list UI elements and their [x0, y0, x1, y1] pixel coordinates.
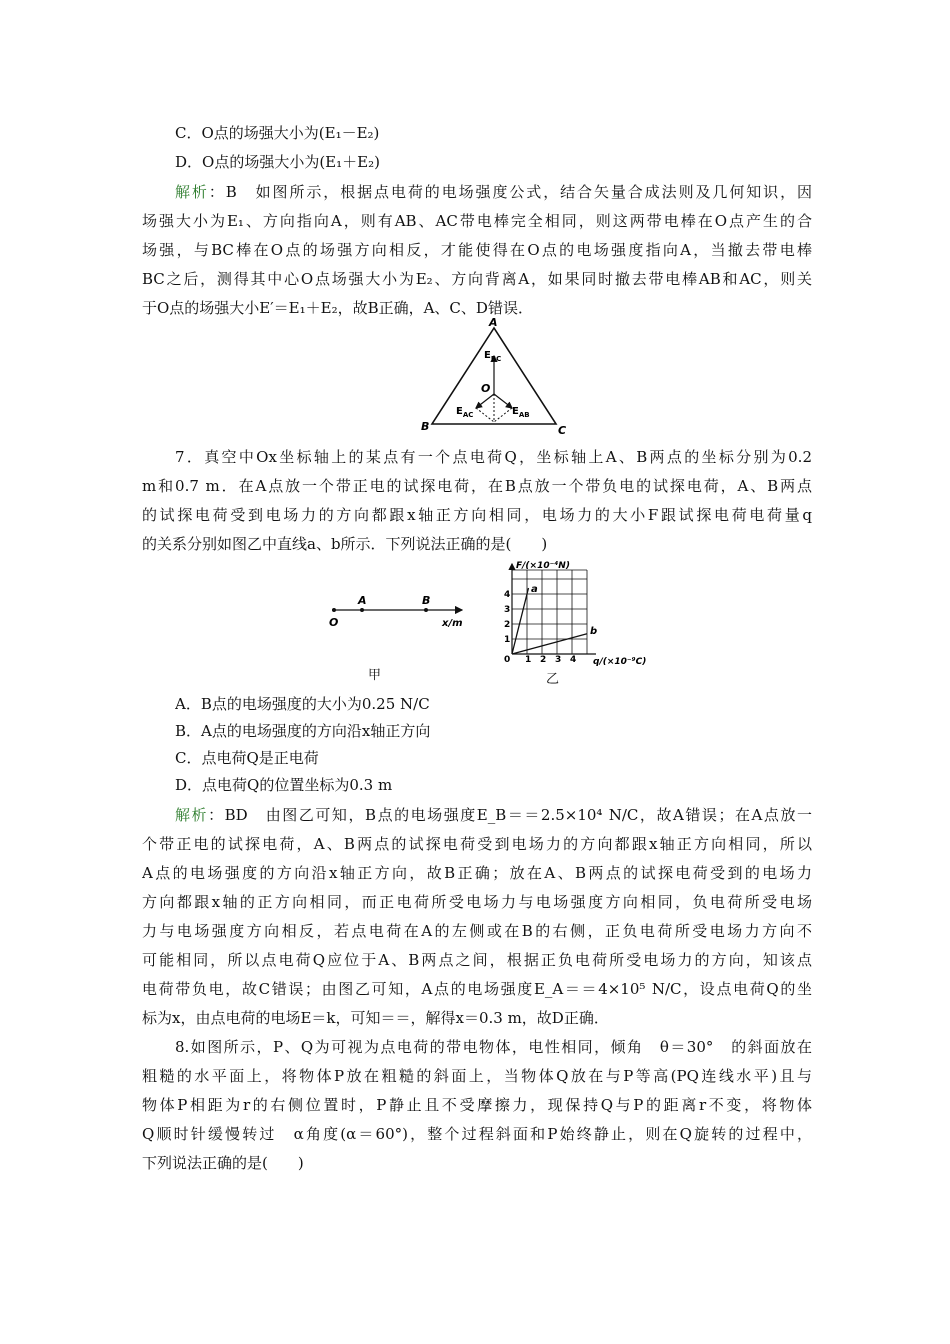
- q6-analysis-line-2: 场强大小为E₁、方向指向A，则有AB、AC带电棒完全相同，则这两带电棒在O点产生的合: [142, 212, 812, 230]
- y-tick-4: 4: [504, 590, 511, 600]
- q7-stem-line-4: 的关系分别如图乙中直线a、b所示．下列说法正确的是( ): [142, 535, 548, 553]
- line-b-label: b: [590, 626, 598, 637]
- q7-option-a: A．B点的电场强度的大小为0.25 N/C: [175, 695, 430, 713]
- line-a: [512, 588, 529, 654]
- q7-analysis-line-7: 电荷带负电，故C错误；由图乙可知，A点的电场强度E_A＝＝4×10⁵ N/C，设点电荷Q的坐: [142, 980, 812, 998]
- label-o: O: [329, 616, 339, 629]
- q7-stem-line-3: 的试探电荷受到电场力的方向都跟x轴正方向相同，电场力的大小F跟试探电荷电荷量q: [142, 506, 812, 524]
- figure-jia-caption: 甲: [368, 668, 382, 683]
- y-tick-3: 3: [504, 605, 511, 615]
- q6-analysis-line-5: 于O点的场强大小E′＝E₁＋E₂，故B正确，A、C、D错误．: [142, 299, 533, 317]
- figure-yi-caption: 乙: [546, 672, 560, 687]
- q7-analysis-label: 解析: [175, 806, 209, 824]
- point-a: [360, 608, 364, 612]
- q6-option-c: C．O点的场强大小为(E₁－E₂): [175, 124, 380, 142]
- x-tick-2: 2: [540, 655, 547, 665]
- q6-analysis-line-3: 场强，与BC棒在O点的场强方向相反，才能使得在O点的电场强度指向A，当撤去带电棒: [142, 241, 812, 259]
- origin-label: 0: [504, 655, 511, 665]
- x-tick-1: 1: [525, 655, 532, 665]
- line-b: [512, 634, 587, 654]
- q8-stem-line-2: 粗糙的水平面上，将物体P放在粗糙的斜面上，当物体Q放在与P等高(PQ连线水平)且与: [142, 1067, 812, 1085]
- label-a: A: [358, 594, 367, 607]
- q6-analysis-label: 解析: [175, 183, 209, 201]
- q7-analysis-line-8: 标为x，由点电荷的电场E＝k，可知＝＝，解得x＝0.3 m，故D正确．: [142, 1009, 609, 1027]
- e-ac-arrow: [476, 394, 494, 408]
- vertex-c-label: C: [558, 424, 567, 436]
- x-axis-label: q/(×10⁻⁹C): [593, 657, 647, 667]
- point-o: [332, 608, 336, 612]
- q8-stem-line-3: 物体P相距为r的右侧位置时，P静止且不受摩擦力，现保持Q与P的距离r不变，将物体: [142, 1096, 812, 1114]
- q7-option-c: C．点电荷Q是正电荷: [175, 749, 319, 767]
- e-bc-label: $E_{BC}$: [484, 350, 502, 363]
- figure-jia: [324, 592, 474, 632]
- e-ac-label: $E_{AC}$: [456, 406, 474, 419]
- vertex-a-label: A: [489, 318, 498, 329]
- q7-option-b: B．A点的电场强度的方向沿x轴正方向: [175, 722, 431, 740]
- q7-analysis-line-5: 力与电场强度方向相反，若点电荷在A的左侧或在B的右侧，正负电荷所受电场力方向不: [142, 922, 812, 940]
- q7-analysis-line-6: 可能相同，所以点电荷Q应位于A、B两点之间，根据正负电荷所受电场力的方向，知该点: [142, 951, 812, 969]
- q6-analysis-line-4: BC之后，测得其中心O点场强大小为E₂、方向背离A，如果同时撤去带电棒AB和AC，则关: [142, 270, 812, 288]
- y-tick-1: 1: [504, 635, 511, 645]
- q7-option-d: D．点电荷Q的位置坐标为0.3 m: [175, 776, 393, 794]
- figure-yi-chart: [500, 558, 660, 668]
- x-axis-label: x/m: [442, 618, 463, 629]
- q6-analysis-line-1: 解析：B 如图所示，根据点电荷的电场强度公式，结合矢量合成法则及几何知识，因: [175, 183, 812, 201]
- label-b: B: [422, 594, 431, 607]
- e-ab-arrow: [494, 394, 512, 408]
- y-axis-label: F/(×10⁻⁴N): [516, 561, 570, 571]
- point-b: [424, 608, 428, 612]
- q7-stem-line-2: m和0.7 m．在A点放一个带正电的试探电荷，在B点放一个带负电的试探电荷，A、B两点: [142, 477, 812, 495]
- line-a-label: a: [531, 584, 538, 595]
- y-tick-2: 2: [504, 620, 511, 630]
- q7-analysis-line-3: A点的电场强度的方向沿x轴正方向，故B正确；放在A、B两点的试探电荷受到的电场力: [142, 864, 812, 882]
- q7-analysis-line-4: 方向都跟x轴的正方向相同，而正电荷所受电场力与电场强度方向相同，负电荷所受电场: [142, 893, 812, 911]
- q8-stem-line-1: 8.如图所示，P、Q为可视为点电荷的带电物体，电性相同，倾角 θ＝30° 的斜面放在: [175, 1038, 812, 1056]
- q8-stem-line-5: 下列说法正确的是( ): [142, 1154, 304, 1172]
- x-tick-4: 4: [570, 655, 577, 665]
- e-ab-label: $E_{AB}$: [512, 406, 530, 419]
- q8-stem-line-4: Q顺时针缓慢转过 α角度(α＝60°)，整个过程斜面和P始终静止，则在Q旋转的过程中，: [142, 1125, 812, 1143]
- vertex-b-label: B: [421, 420, 430, 433]
- q6-option-d: D．O点的场强大小为(E₁＋E₂): [175, 153, 380, 171]
- triangle-field-figure: [418, 318, 588, 436]
- q7-stem-line-1: 7．真空中Ox坐标轴上的某点有一个点电荷Q，坐标轴上A、B两点的坐标分别为0.2: [175, 448, 812, 466]
- x-tick-3: 3: [555, 655, 562, 665]
- q7-analysis-line-1: 解析：BD 由图乙可知，B点的电场强度E_B＝＝2.5×10⁴ N/C，故A错误；在A点放一: [175, 806, 812, 824]
- q7-analysis-line-2: 个带正电的试探电荷，A、B两点的试探电荷受到电场力的方向都跟x轴正方向相同，所以: [142, 835, 812, 853]
- center-o-label: O: [481, 382, 491, 395]
